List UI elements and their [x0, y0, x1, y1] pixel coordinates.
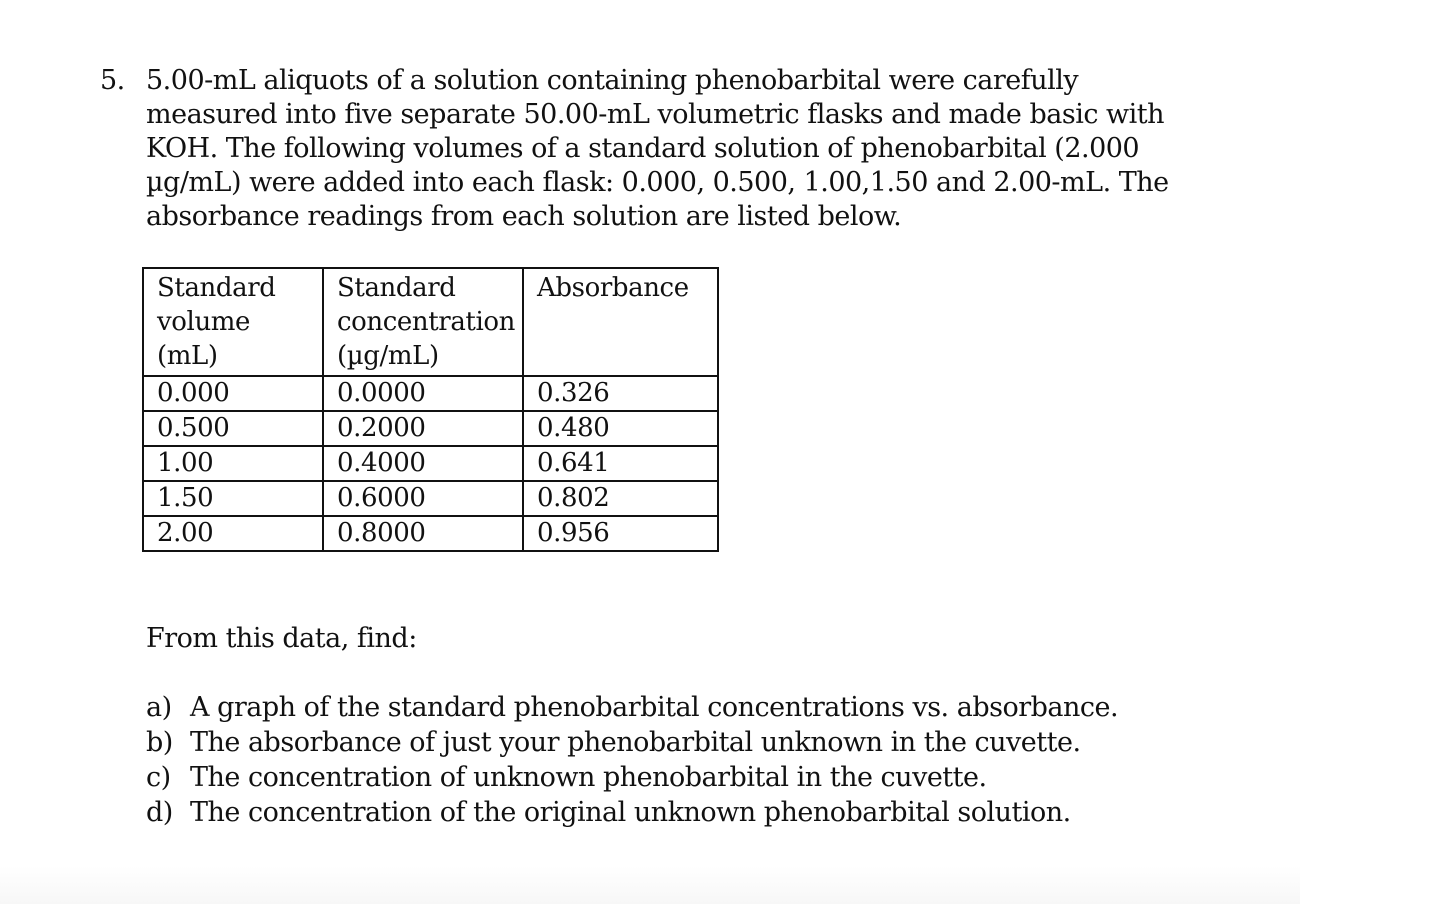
cell-absorbance: 0.480 — [523, 411, 718, 446]
question-text — [146, 64, 1169, 234]
cell-absorbance: 0.802 — [523, 481, 718, 516]
table-row — [143, 376, 718, 411]
task-marker: c) — [146, 762, 171, 793]
question-line: KOH. The following volumes of a standard solution of phenobarbital (2.000 — [146, 133, 1140, 164]
task-marker: a) — [146, 692, 172, 723]
cell-volume: 0.000 — [143, 376, 323, 411]
question-line: absorbance readings from each solution are listed below. — [146, 201, 902, 232]
cell-absorbance: 0.326 — [523, 376, 718, 411]
cell-volume: 2.00 — [143, 516, 323, 551]
cell-concentration: 0.2000 — [323, 411, 523, 446]
page-bottom-shade — [0, 866, 1300, 904]
list-item — [146, 760, 1118, 795]
cell-concentration: 0.0000 — [323, 376, 523, 411]
cell-absorbance: 0.956 — [523, 516, 718, 551]
task-text: The concentration of the original unknown phenobarbital solution. — [190, 797, 1071, 828]
find-label: From this data, find: — [146, 623, 417, 654]
header-standard-volume: Standard volume (mL) — [143, 268, 323, 376]
question-number: 5. — [100, 65, 125, 96]
question-line: measured into five separate 50.00-mL volumetric flasks and made basic with — [146, 99, 1165, 130]
task-text: The concentration of unknown phenobarbital in the cuvette. — [190, 762, 987, 793]
cell-concentration: 0.6000 — [323, 481, 523, 516]
list-item — [146, 795, 1118, 830]
cell-absorbance: 0.641 — [523, 446, 718, 481]
table-row — [143, 446, 718, 481]
table-row — [143, 411, 718, 446]
header-absorbance: Absorbance — [523, 268, 718, 376]
cell-concentration: 0.8000 — [323, 516, 523, 551]
task-marker: b) — [146, 727, 173, 758]
cell-volume: 1.50 — [143, 481, 323, 516]
task-text: The absorbance of just your phenobarbital unknown in the cuvette. — [190, 727, 1081, 758]
table-header-row — [143, 268, 718, 376]
cell-volume: 0.500 — [143, 411, 323, 446]
cell-volume: 1.00 — [143, 446, 323, 481]
task-list — [146, 690, 1118, 830]
list-item — [146, 690, 1118, 725]
question-line: 5.00-mL aliquots of a solution containing phenobarbital were carefully — [146, 65, 1079, 96]
task-text: A graph of the standard phenobarbital concentrations vs. absorbance. — [190, 692, 1119, 723]
list-item — [146, 725, 1118, 760]
standards-table — [142, 267, 719, 552]
table-row — [143, 516, 718, 551]
header-standard-concentration: Standard concentration (µg/mL) — [323, 268, 523, 376]
table-row — [143, 481, 718, 516]
task-marker: d) — [146, 797, 173, 828]
question-line: µg/mL) were added into each flask: 0.000, 0.500, 1.00,1.50 and 2.00-mL. The — [146, 167, 1169, 198]
cell-concentration: 0.4000 — [323, 446, 523, 481]
